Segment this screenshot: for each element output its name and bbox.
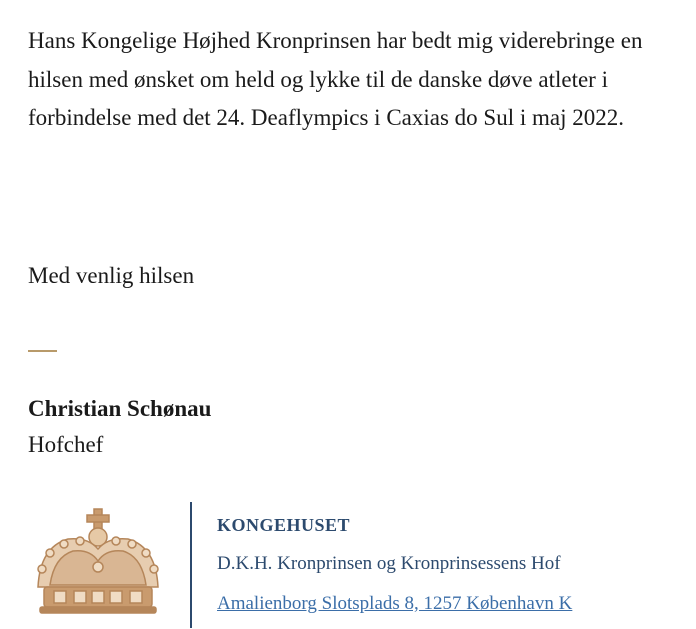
- signatory-name: Christian Schønau: [28, 396, 212, 421]
- signature-dash: [28, 350, 57, 352]
- letter-body: [28, 22, 688, 138]
- closing-line: Med venlig hilsen: [28, 263, 195, 288]
- footer-divider: [190, 502, 192, 628]
- signatory-title: Hofchef: [28, 432, 104, 457]
- royal-crown-icon: [28, 507, 168, 617]
- org-name: KONGEHUSET: [217, 515, 351, 535]
- address-link[interactable]: Amalienborg Slotsplads 8, 1257 København K: [217, 593, 573, 614]
- org-subtitle: D.K.H. Kronprinsen og Kronprinsessens Hof: [217, 553, 561, 574]
- letter-paragraph: Hans Kongelige Højhed Kronprinsen har bedt mig viderebringe en hilsen med ønsket om held og lykke til de danske døve atleter i forbindelse med det 24. Deaflympics i Caxias do Sul i maj 2022.: [28, 28, 643, 130]
